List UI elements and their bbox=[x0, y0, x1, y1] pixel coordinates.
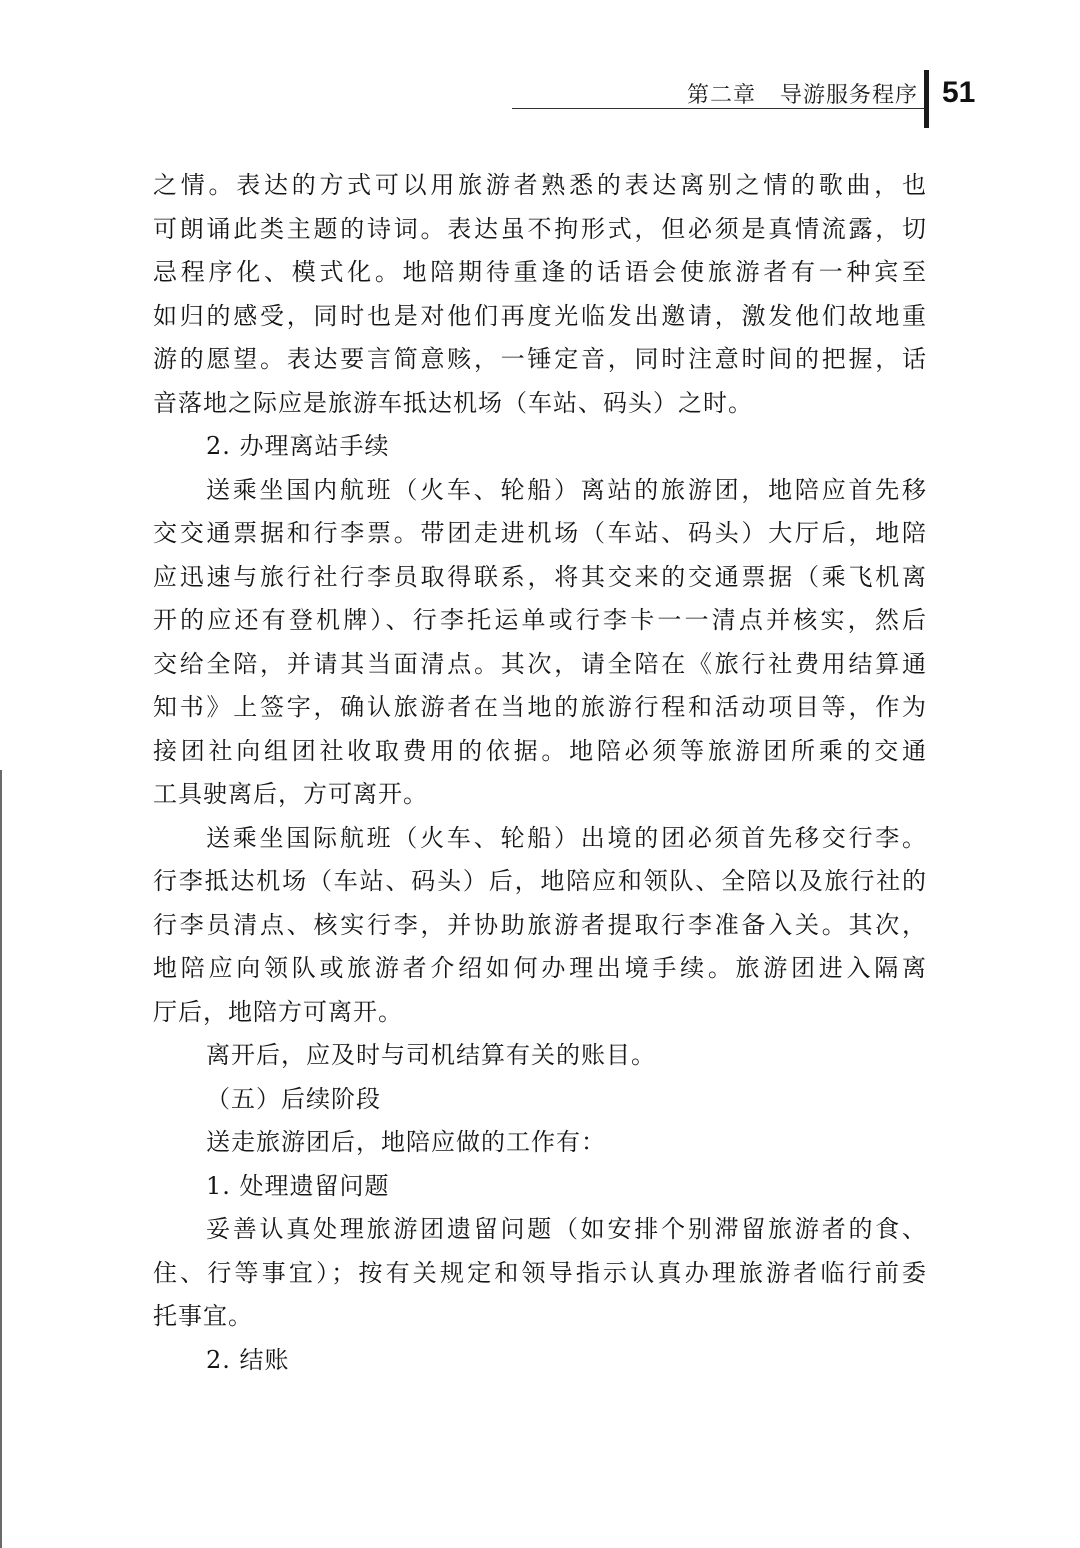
text-line: 接团社向组团社收取费用的依据。地陪必须等旅游团所乘的交通 bbox=[153, 736, 927, 765]
text-line: 交交通票据和行李票。带团走进机场（车站、码头）大厅后，地陪 bbox=[153, 519, 927, 547]
text-line: 音落地之际应是旅游车抵达机场（车站、码头）之时。 bbox=[153, 388, 753, 417]
text-line: 送乘坐国际航班（火车、轮船）出境的团必须首先移交行李。 bbox=[206, 823, 927, 852]
text-line: 知书》上签字，确认旅游者在当地的旅游行程和活动项目等，作为 bbox=[153, 693, 927, 721]
text-line: 2. 办理离站手续 bbox=[206, 432, 390, 460]
page-number: 51 bbox=[942, 76, 976, 109]
header-vertical-bar bbox=[924, 70, 929, 128]
text-line: 送走旅游团后，地陪应做的工作有： bbox=[206, 1128, 606, 1156]
running-header-title: 第二章 导游服务程序 bbox=[687, 83, 918, 108]
text-line: 交给全陪，并请其当面清点。其次，请全陪在《旅行社费用结算通 bbox=[153, 649, 927, 678]
body-text bbox=[153, 164, 927, 1382]
text-line: 离开后，应及时与司机结算有关的账目。 bbox=[206, 1041, 656, 1069]
text-line: 行李员清点、核实行李，并协助旅游者提取行李准备入关。其次， bbox=[153, 910, 927, 939]
text-line: （五）后续阶段 bbox=[206, 1084, 381, 1113]
text-line: 地陪应向领队或旅游者介绍如何办理出境手续。旅游团进入隔离 bbox=[153, 954, 927, 982]
text-line: 厅后，地陪方可离开。 bbox=[153, 997, 403, 1026]
text-line: 如归的感受，同时也是对他们再度光临发出邀请，激发他们故地重 bbox=[153, 301, 927, 330]
text-line: 行李抵达机场（车站、码头）后，地陪应和领队、全陪以及旅行社的 bbox=[153, 867, 927, 895]
text-line: 开的应还有登机牌）、行李托运单或行李卡一一清点并核实，然后 bbox=[153, 606, 927, 634]
text-line: 应迅速与旅行社行李员取得联系，将其交来的交通票据（乘飞机离 bbox=[153, 562, 927, 591]
text-line: 游的愿望。表达要言简意赅，一锤定音，同时注意时间的把握，话 bbox=[153, 345, 927, 373]
text-line: 工具驶离后，方可离开。 bbox=[153, 780, 428, 808]
text-line: 住、行等事宜）；按有关规定和领导指示认真办理旅游者临行前委 bbox=[153, 1258, 927, 1287]
header-rule bbox=[512, 108, 926, 109]
page-edge-shadow bbox=[0, 770, 2, 1548]
text-line: 1. 处理遗留问题 bbox=[206, 1171, 390, 1200]
text-line: 2. 结账 bbox=[206, 1345, 290, 1374]
text-line: 托事宜。 bbox=[153, 1302, 253, 1330]
text-line: 妥善认真处理旅游团遗留问题（如安排个别滞留旅游者的食、 bbox=[206, 1215, 927, 1243]
text-line: 可朗诵此类主题的诗词。表达虽不拘形式，但必须是真情流露，切 bbox=[153, 214, 927, 243]
text-line: 之情。表达的方式可以用旅游者熟悉的表达离别之情的歌曲，也 bbox=[153, 171, 927, 199]
text-line: 送乘坐国内航班（火车、轮船）离站的旅游团，地陪应首先移 bbox=[206, 475, 927, 504]
text-line: 忌程序化、模式化。地陪期待重逢的话语会使旅游者有一种宾至 bbox=[153, 258, 927, 286]
